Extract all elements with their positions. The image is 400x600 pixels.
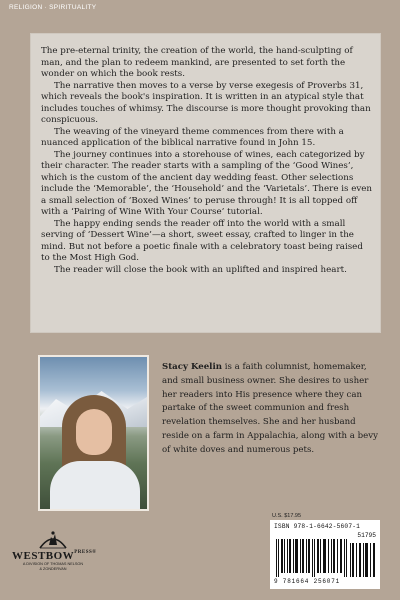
- publisher-logo: [12, 528, 97, 572]
- author-face: [76, 409, 112, 455]
- category-label: RELIGION · SPIRITUALITY: [9, 4, 97, 11]
- publisher-name: WESTBOW: [12, 550, 75, 562]
- price-label: U.S. $17.95: [272, 513, 302, 519]
- author-photo: [38, 355, 149, 511]
- blurb-paragraph: The happy ending sends the reader off into the world with a small serving of ‘Dessert Wine’—a short, sweet essay, crafted to linger in the mind. But not before a poetic finale with a celebratory toast being raised to the Most High God.: [41, 218, 363, 263]
- blurb-paragraph: The journey continues into a storehouse of wines, each categorized by their character. The reader starts with a sampling of the ‘Good Wines’, which is the custom of the ancient day wedding feast. Other selections include the ‘Memorable’, the ‘Household’ and the ‘Varietals’. There is even a small selection of ‘Boxed Wines’ to peruse through! It is all topped off with a ‘Pairing of Wine With Your Course’ tutorial.: [41, 149, 373, 217]
- barcode-digits: 9 781664 256071: [274, 578, 341, 585]
- barcode-box: [270, 520, 380, 589]
- author-bio-text: is a faith columnist, homemaker, and small business owner. She desires to usher her readers into His presence where they can partake of the sweet communion and fresh revelation themselves. She and her husband reside on a farm in Appalachia, along with a bevy of white doves and numerous pets.: [162, 362, 378, 455]
- blurb-paragraph: The pre-eternal trinity, the creation of the world, the hand-sculpting of man, and the plan to redeem mankind, are presented to set forth the wonder on which the book rests.: [41, 46, 353, 79]
- isbn-text: ISBN 978-1-6642-5607-1: [274, 523, 361, 530]
- blurb-paragraph: The narrative then moves to a verse by verse exegesis of Proverbs 31, which reveals the book's inspiration. It is written in an atypical style that includes touches of whimsy. The discourse is more thought provoking than conspicuous.: [41, 80, 371, 125]
- westbow-emblem-icon: [36, 528, 70, 552]
- barcode-graphic: [274, 539, 376, 577]
- blurb-text: [41, 46, 373, 276]
- publisher-division-2: & ZONDERVAN: [39, 567, 67, 571]
- publisher-name-suffix: PRESS®: [74, 550, 97, 555]
- author-name: Stacy Keelin: [162, 362, 222, 372]
- author-jacket: [50, 461, 140, 511]
- blurb-paragraph: The reader will close the book with an uplifted and inspired heart.: [54, 264, 347, 275]
- author-bio: [162, 361, 382, 458]
- barcode-addon: 51795: [357, 532, 376, 539]
- blurb-paragraph: The weaving of the vineyard theme commences from there with a nuanced application of the biblical narrative found in John 15.: [41, 126, 344, 148]
- publisher-division-1: A DIVISION OF THOMAS NELSON: [22, 562, 84, 566]
